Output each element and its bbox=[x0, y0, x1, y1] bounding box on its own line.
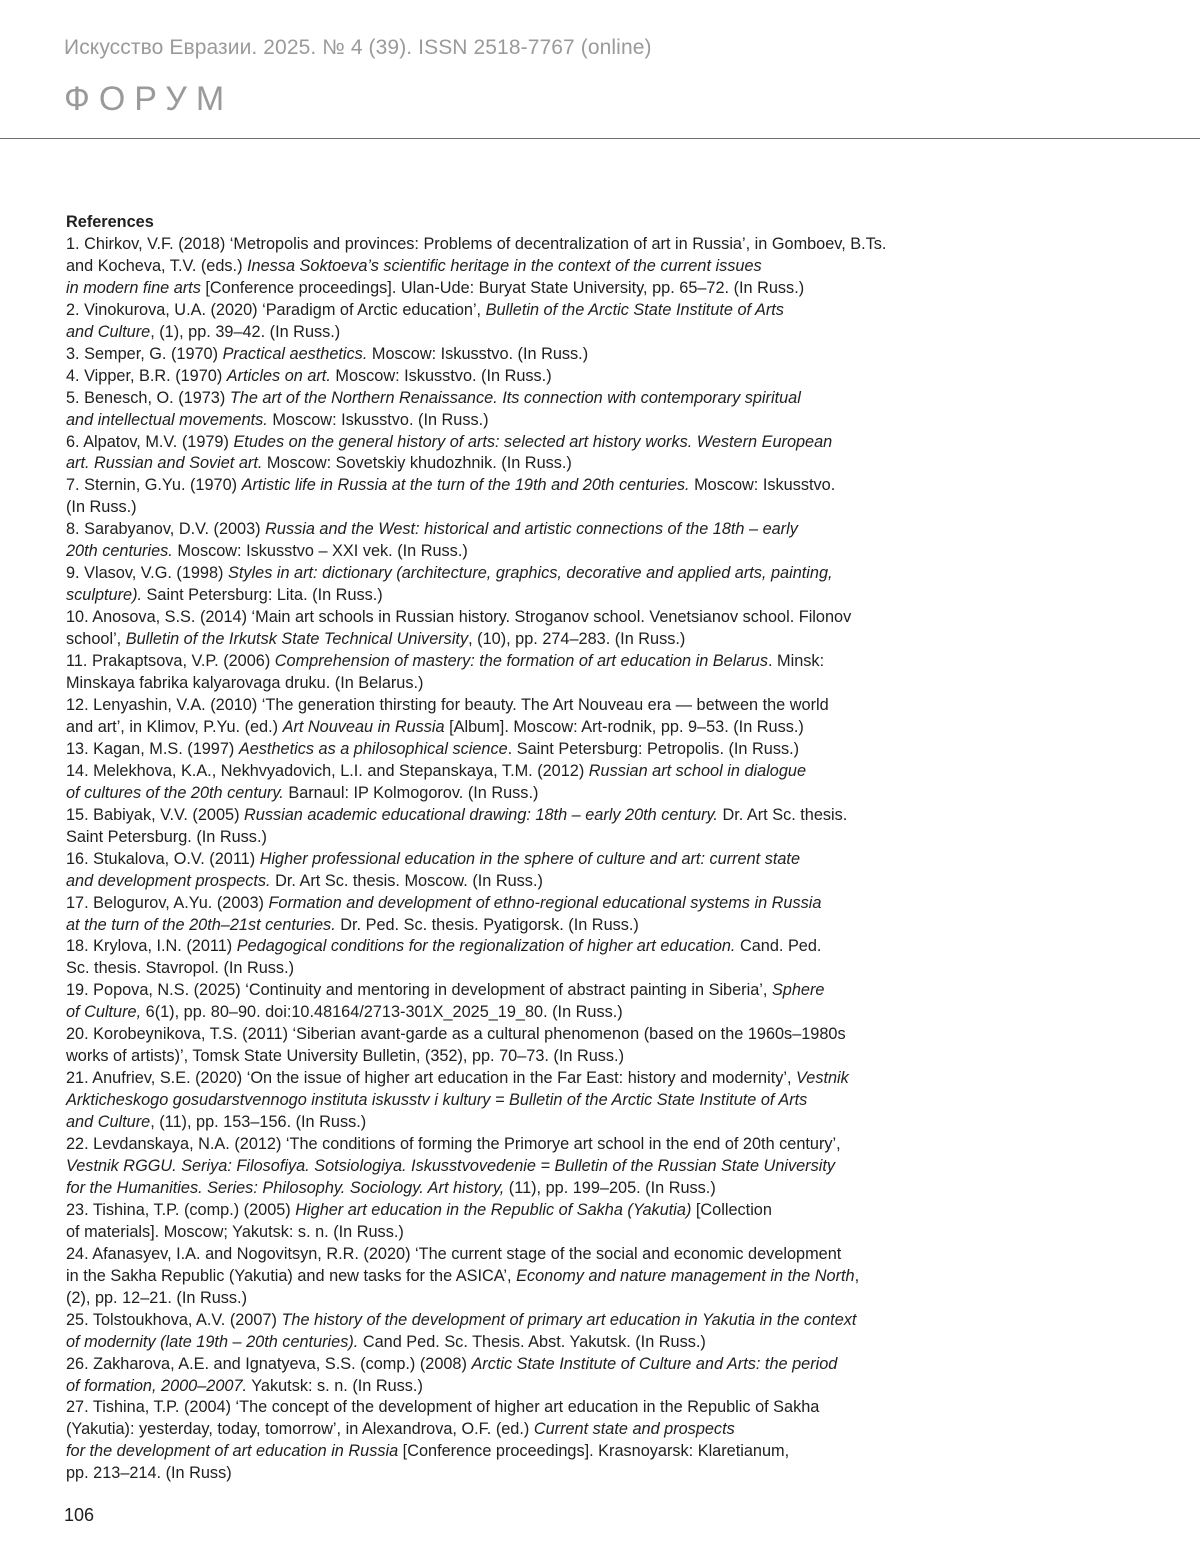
reference-text: and art’, in Klimov, P.Yu. (ed.) bbox=[66, 717, 283, 736]
reference-text: [Conference proceedings]. Krasnoyarsk: Klaretianum, bbox=[398, 1442, 790, 1461]
reference-item bbox=[66, 344, 966, 366]
reference-item bbox=[66, 519, 966, 563]
reference-text: in the Sakha Republic (Yakutia) and new tasks for the ASICA’, bbox=[66, 1266, 517, 1285]
reference-line bbox=[66, 1310, 966, 1332]
reference-item bbox=[66, 1354, 966, 1398]
reference-line bbox=[66, 453, 966, 475]
reference-text: Dr. Art Sc. thesis. Moscow. (In Russ.) bbox=[270, 871, 543, 890]
reference-line bbox=[66, 893, 966, 915]
reference-italic-text: Articles on art. bbox=[226, 366, 331, 385]
reference-italic-text: Aesthetics as a philosophical science bbox=[238, 739, 508, 758]
journal-line: Искусство Евразии. 2025. № 4 (39). ISSN 2518-7767 (online) bbox=[64, 36, 652, 59]
reference-italic-text: in modern fine arts bbox=[66, 278, 201, 297]
reference-item bbox=[66, 1134, 966, 1200]
reference-item bbox=[66, 805, 966, 849]
reference-line bbox=[66, 1156, 966, 1178]
reference-line bbox=[66, 432, 966, 454]
reference-italic-text: of Culture, bbox=[66, 1003, 142, 1022]
reference-line bbox=[66, 761, 966, 783]
reference-text: 27. Tishina, T.P. (2004) ‘The concept of the development of higher art education in the Republic of Sakha bbox=[66, 1398, 820, 1417]
reference-italic-text: sculpture). bbox=[66, 586, 143, 605]
reference-line bbox=[66, 1046, 966, 1068]
reference-text: 4. Vipper, B.R. (1970) bbox=[66, 366, 227, 385]
reference-line bbox=[66, 585, 966, 607]
reference-italic-text: Comprehension of mastery: the formation of art education in Belarus bbox=[274, 652, 768, 671]
reference-text: 10. Anosova, S.S. (2014) ‘Main art schools in Russian history. Stroganov school. Venetsianov school. Filonov bbox=[66, 608, 852, 627]
reference-line bbox=[66, 541, 966, 563]
reference-line bbox=[66, 651, 966, 673]
reference-line bbox=[66, 410, 966, 432]
reference-line bbox=[66, 1288, 966, 1310]
reference-line bbox=[66, 849, 966, 871]
reference-line bbox=[66, 519, 966, 541]
reference-item bbox=[66, 1068, 966, 1134]
reference-line bbox=[66, 717, 966, 739]
reference-text: , (11), pp. 153–156. (In Russ.) bbox=[150, 1113, 367, 1132]
reference-text: school’, bbox=[66, 630, 126, 649]
reference-text: , (1), pp. 39–42. (In Russ.) bbox=[150, 322, 341, 341]
reference-text: Moscow: Iskusstvo. (In Russ.) bbox=[367, 344, 589, 363]
reference-italic-text: Higher art education in the Republic of Sakha (Yakutia) bbox=[295, 1200, 692, 1219]
reference-line bbox=[66, 563, 966, 585]
reference-text: 6. Alpatov, M.V. (1979) bbox=[66, 432, 234, 451]
reference-italic-text: Etudes on the general history of arts: selected art history works. Western European bbox=[233, 432, 833, 451]
reference-item bbox=[66, 936, 966, 980]
reference-item bbox=[66, 651, 966, 695]
reference-italic-text: Russia and the West: historical and artistic connections of the 18th – early bbox=[265, 520, 798, 539]
reference-line bbox=[66, 1441, 966, 1463]
reference-italic-text: Russian academic educational drawing: 18th – early 20th century. bbox=[244, 805, 718, 824]
reference-line bbox=[66, 915, 966, 937]
reference-line bbox=[66, 388, 966, 410]
reference-italic-text: Arkticheskogo gosudarstvennogo instituta iskusstv i kultury = Bulletin of the Arctic State Institute of Arts bbox=[66, 1091, 808, 1110]
reference-italic-text: Artistic life in Russia at the turn of the 19th and 20th centuries. bbox=[241, 476, 690, 495]
reference-line bbox=[66, 1354, 966, 1376]
reference-line bbox=[66, 278, 966, 300]
reference-italic-text: Bulletin of the Irkutsk State Technical University bbox=[125, 630, 469, 649]
reference-text: 14. Melekhova, K.A., Nekhvyadovich, L.I. and Stepanskaya, T.M. (2012) bbox=[66, 761, 589, 780]
reference-text: Moscow: Iskusstvo. (In Russ.) bbox=[330, 366, 552, 385]
reference-line bbox=[66, 739, 966, 761]
reference-italic-text: at the turn of the 20th–21st centuries. bbox=[66, 915, 336, 934]
reference-line bbox=[66, 1222, 966, 1244]
reference-line bbox=[66, 805, 966, 827]
reference-text: 13. Kagan, M.S. (1997) bbox=[66, 739, 239, 758]
reference-line bbox=[66, 673, 966, 695]
reference-line bbox=[66, 366, 966, 388]
reference-text: 22. Levdanskaya, N.A. (2012) ‘The conditions of forming the Primorye art school in the end of 20th century’, bbox=[66, 1135, 841, 1154]
reference-text: Sc. thesis. Stavropol. (In Russ.) bbox=[66, 959, 295, 978]
reference-line bbox=[66, 607, 966, 629]
reference-text: 6(1), pp. 80–90. doi:10.48164/2713-301X_2025_19_80. (In Russ.) bbox=[141, 1003, 623, 1022]
reference-line bbox=[66, 1090, 966, 1112]
reference-text: , bbox=[854, 1266, 860, 1285]
reference-text: 1. Chirkov, V.F. (2018) ‘Metropolis and provinces: Problems of decentralization of art in Russia’, in Gomboev, B.Ts. bbox=[66, 234, 887, 253]
reference-italic-text: and development prospects. bbox=[66, 871, 271, 890]
page-number: 106 bbox=[64, 1505, 95, 1525]
reference-line bbox=[66, 1134, 966, 1156]
reference-italic-text: of formation, 2000–2007. bbox=[66, 1376, 248, 1395]
reference-italic-text: Vestnik bbox=[796, 1069, 849, 1088]
reference-text: . Saint Petersburg: Petropolis. (In Russ.) bbox=[507, 739, 800, 758]
reference-text: Moscow: Sovetskiy khudozhnik. (In Russ.) bbox=[262, 454, 572, 473]
reference-text: 7. Sternin, G.Yu. (1970) bbox=[66, 476, 242, 495]
reference-italic-text: of cultures of the 20th century. bbox=[66, 783, 284, 802]
section-title: ФОРУМ bbox=[64, 80, 234, 118]
reference-item bbox=[66, 366, 966, 388]
reference-line bbox=[66, 497, 966, 519]
reference-line bbox=[66, 1024, 966, 1046]
reference-italic-text: Practical aesthetics. bbox=[222, 344, 368, 363]
reference-italic-text: Formation and development of ethno-regional educational systems in Russia bbox=[268, 893, 822, 912]
reference-text: pp. 213–214. (In Russ) bbox=[66, 1464, 232, 1483]
reference-text: 15. Babiyak, V.V. (2005) bbox=[66, 805, 245, 824]
reference-text: 12. Lenyashin, V.A. (2010) ‘The generation thirsting for beauty. The Art Nouveau era — between the world bbox=[66, 695, 829, 714]
reference-text: (11), pp. 199–205. (In Russ.) bbox=[504, 1178, 716, 1197]
reference-text: 17. Belogurov, A.Yu. (2003) bbox=[66, 893, 269, 912]
reference-line bbox=[66, 1397, 966, 1419]
reference-text: . Minsk: bbox=[768, 652, 825, 671]
reference-text: of materials]. Moscow; Yakutsk: s. n. (In Russ.) bbox=[66, 1222, 404, 1241]
reference-italic-text: Current state and prospects bbox=[533, 1420, 735, 1439]
reference-item bbox=[66, 1244, 966, 1310]
reference-text: 23. Tishina, T.P. (comp.) (2005) bbox=[66, 1200, 296, 1219]
reference-text: 20. Korobeynikova, T.S. (2011) ‘Siberian avant-garde as a cultural phenomenon (based on the 1960s–1980s bbox=[66, 1025, 846, 1044]
reference-text: 3. Semper, G. (1970) bbox=[66, 344, 223, 363]
reference-text: Cand. Ped. bbox=[735, 937, 822, 956]
reference-line bbox=[66, 1332, 966, 1354]
reference-italic-text: and Culture bbox=[66, 322, 151, 341]
reference-line bbox=[66, 1068, 966, 1090]
reference-italic-text: for the Humanities. Series: Philosophy. Sociology. Art history, bbox=[66, 1178, 505, 1197]
reference-text: (Yakutia): yesterday, today, tomorrow’, in Alexandrova, O.F. (ed.) bbox=[66, 1420, 534, 1439]
references-heading: References bbox=[66, 213, 154, 231]
header-divider bbox=[0, 138, 1200, 139]
reference-line bbox=[66, 1419, 966, 1441]
reference-text: [Album]. Moscow: Art-rodnik, pp. 9–53. (In Russ.) bbox=[444, 717, 804, 736]
reference-line bbox=[66, 300, 966, 322]
reference-line bbox=[66, 1376, 966, 1398]
reference-text: Barnaul: IP Kolmogorov. (In Russ.) bbox=[283, 783, 539, 802]
reference-italic-text: Economy and nature management in the North bbox=[516, 1266, 855, 1285]
reference-text: 8. Sarabyanov, D.V. (2003) bbox=[66, 520, 266, 539]
reference-text: Yakutsk: s. n. (In Russ.) bbox=[247, 1376, 423, 1395]
reference-italic-text: Higher professional education in the sphere of culture and art: current state bbox=[259, 849, 800, 868]
reference-item bbox=[66, 1397, 966, 1485]
reference-line bbox=[66, 256, 966, 278]
reference-italic-text: for the development of art education in Russia bbox=[66, 1442, 399, 1461]
reference-italic-text: of modernity (late 19th – 20th centuries). bbox=[66, 1332, 359, 1351]
reference-text: Moscow: Iskusstvo – XXI vek. (In Russ.) bbox=[172, 542, 468, 561]
reference-italic-text: The history of the development of primary art education in Yakutia in the context bbox=[281, 1310, 857, 1329]
reference-line bbox=[66, 322, 966, 344]
reference-line bbox=[66, 1463, 966, 1485]
reference-italic-text: Art Nouveau in Russia bbox=[282, 717, 445, 736]
reference-line bbox=[66, 1266, 966, 1288]
reference-italic-text: Vestnik RGGU. Seriya: Filosofiya. Sotsiologiya. Iskusstvovedenie = Bulletin of the Russian State University bbox=[66, 1156, 836, 1175]
reference-text: [Collection bbox=[691, 1200, 772, 1219]
reference-item bbox=[66, 607, 966, 651]
reference-text: 18. Krylova, I.N. (2011) bbox=[66, 937, 237, 956]
reference-item bbox=[66, 432, 966, 476]
reference-item bbox=[66, 234, 966, 300]
reference-italic-text: Styles in art: dictionary (architecture, graphics, decorative and applied arts, painting, bbox=[228, 564, 833, 583]
reference-line bbox=[66, 695, 966, 717]
reference-item bbox=[66, 300, 966, 344]
reference-text: Saint Petersburg. (In Russ.) bbox=[66, 827, 267, 846]
reference-text: , (10), pp. 274–283. (In Russ.) bbox=[468, 630, 686, 649]
reference-item bbox=[66, 893, 966, 937]
reference-item bbox=[66, 849, 966, 893]
reference-text: (In Russ.) bbox=[66, 498, 137, 517]
reference-line bbox=[66, 1178, 966, 1200]
reference-italic-text: Russian art school in dialogue bbox=[588, 761, 807, 780]
reference-text: 5. Benesch, O. (1973) bbox=[66, 388, 230, 407]
references-section bbox=[66, 212, 966, 1485]
reference-italic-text: The art of the Northern Renaissance. Its connection with contemporary spiritual bbox=[229, 388, 801, 407]
reference-text: Cand Ped. Sc. Thesis. Abst. Yakutsk. (In Russ.) bbox=[358, 1332, 706, 1351]
reference-line bbox=[66, 1112, 966, 1134]
reference-text: Dr. Ped. Sc. thesis. Pyatigorsk. (In Russ.) bbox=[335, 915, 639, 934]
reference-item bbox=[66, 695, 966, 739]
reference-text: Moscow: Iskusstvo. (In Russ.) bbox=[267, 410, 489, 429]
reference-text: Minskaya fabrika kalyarovaga druku. (In Belarus.) bbox=[66, 674, 424, 693]
reference-text: [Conference proceedings]. Ulan-Ude: Buryat State University, pp. 65–72. (In Russ.) bbox=[200, 278, 805, 297]
reference-text: 24. Afanasyev, I.A. and Nogovitsyn, R.R. (2020) ‘The current stage of the social and economic development bbox=[66, 1244, 842, 1263]
reference-text: 9. Vlasov, V.G. (1998) bbox=[66, 564, 228, 583]
reference-line bbox=[66, 1244, 966, 1266]
reference-text: and Kocheva, T.V. (eds.) bbox=[66, 256, 248, 275]
reference-item bbox=[66, 1310, 966, 1354]
reference-italic-text: Bulletin of the Arctic State Institute of Arts bbox=[485, 300, 784, 319]
reference-item bbox=[66, 1024, 966, 1068]
reference-item bbox=[66, 739, 966, 761]
reference-line bbox=[66, 827, 966, 849]
reference-text: 16. Stukalova, O.V. (2011) bbox=[66, 849, 260, 868]
reference-item bbox=[66, 475, 966, 519]
reference-text: 26. Zakharova, A.E. and Ignatyeva, S.S. (comp.) (2008) bbox=[66, 1354, 472, 1373]
reference-text: 2. Vinokurova, U.A. (2020) ‘Paradigm of Arctic education’, bbox=[66, 300, 486, 319]
reference-italic-text: art. Russian and Soviet art. bbox=[66, 454, 263, 473]
reference-text: Dr. Art Sc. thesis. bbox=[717, 805, 848, 824]
reference-italic-text: and Culture bbox=[66, 1113, 151, 1132]
reference-line bbox=[66, 980, 966, 1002]
reference-italic-text: Arctic State Institute of Culture and Arts: the period bbox=[471, 1354, 838, 1373]
reference-italic-text: Inessa Soktoeva’s scientific heritage in the context of the current issues bbox=[247, 256, 762, 275]
reference-line bbox=[66, 475, 966, 497]
reference-item bbox=[66, 563, 966, 607]
reference-line bbox=[66, 1200, 966, 1222]
reference-line bbox=[66, 958, 966, 980]
reference-text: (2), pp. 12–21. (In Russ.) bbox=[66, 1288, 247, 1307]
reference-line bbox=[66, 344, 966, 366]
reference-italic-text: Sphere bbox=[771, 981, 825, 1000]
reference-line bbox=[66, 783, 966, 805]
reference-item bbox=[66, 1200, 966, 1244]
reference-italic-text: 20th centuries. bbox=[66, 542, 173, 561]
reference-text: 19. Popova, N.S. (2025) ‘Continuity and mentoring in development of abstract painting in Siberia’, bbox=[66, 981, 772, 1000]
references-list bbox=[66, 234, 966, 1485]
reference-item bbox=[66, 980, 966, 1024]
reference-italic-text: Pedagogical conditions for the regionalization of higher art education. bbox=[236, 937, 736, 956]
reference-text: Moscow: Iskusstvo. bbox=[689, 476, 836, 495]
reference-text: works of artists)’, Tomsk State University Bulletin, (352), pp. 70–73. (In Russ.) bbox=[66, 1047, 624, 1066]
reference-italic-text: and intellectual movements. bbox=[66, 410, 268, 429]
reference-line bbox=[66, 936, 966, 958]
reference-text: Saint Petersburg: Lita. (In Russ.) bbox=[142, 586, 383, 605]
reference-line bbox=[66, 234, 966, 256]
reference-text: 25. Tolstoukhova, A.V. (2007) bbox=[66, 1310, 282, 1329]
reference-text: 21. Anufriev, S.E. (2020) ‘On the issue of higher art education in the Far East: history and modernity’, bbox=[66, 1069, 797, 1088]
reference-line bbox=[66, 871, 966, 893]
reference-item bbox=[66, 761, 966, 805]
reference-item bbox=[66, 388, 966, 432]
reference-text: 11. Prakaptsova, V.P. (2006) bbox=[66, 652, 275, 671]
reference-line bbox=[66, 629, 966, 651]
reference-line bbox=[66, 1002, 966, 1024]
